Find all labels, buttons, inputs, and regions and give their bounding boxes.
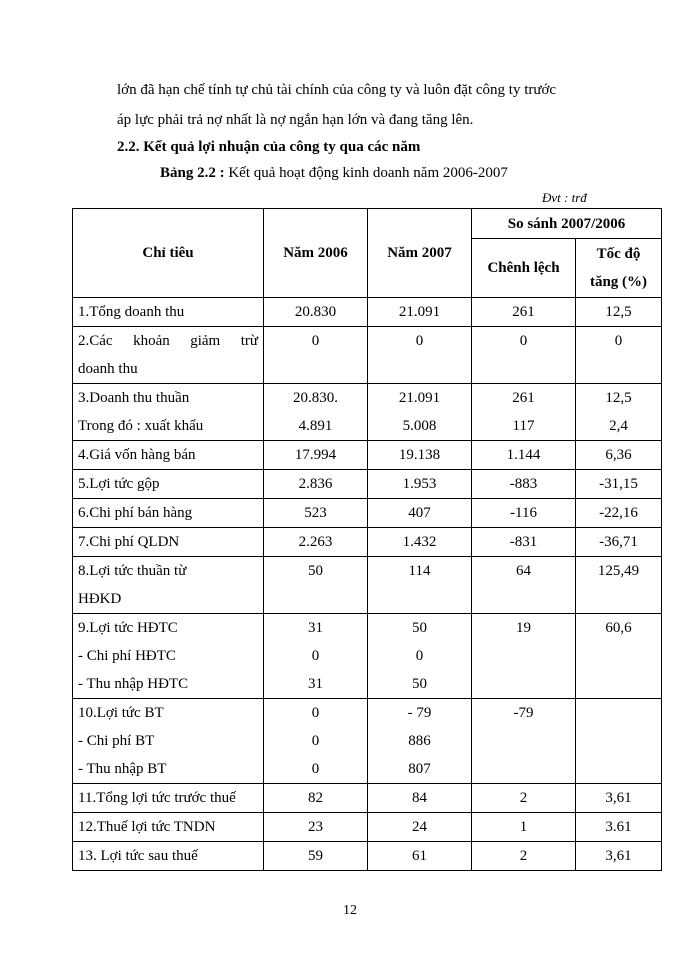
difference-cell xyxy=(472,813,576,842)
growth-line: 12,5 xyxy=(605,390,632,406)
year-2007-cell xyxy=(368,327,472,384)
year-2006-line: 23 xyxy=(308,819,323,835)
row-label-cell xyxy=(73,384,264,441)
difference-cell xyxy=(472,384,576,441)
table-caption xyxy=(160,165,508,182)
year-2006-line: 2.836 xyxy=(298,476,333,492)
year-2007-cell xyxy=(368,470,472,499)
year-2006-cell xyxy=(264,298,368,327)
row-label-line: 13. Lợi tức sau thuế xyxy=(78,848,198,864)
table-row xyxy=(73,528,662,557)
table-caption-text: Kết quả hoạt động kinh doanh năm 2006-2007 xyxy=(224,165,508,181)
growth-line: -36,71 xyxy=(599,534,638,550)
growth-cell xyxy=(576,842,662,871)
header-growth xyxy=(576,239,662,298)
year-2006-cell xyxy=(264,499,368,528)
growth-cell xyxy=(576,499,662,528)
year-2006-cell xyxy=(264,528,368,557)
difference-cell xyxy=(472,784,576,813)
year-2007-cell xyxy=(368,699,472,784)
growth-cell xyxy=(576,699,662,784)
difference-line: 1.144 xyxy=(506,447,541,463)
growth-cell xyxy=(576,813,662,842)
difference-cell xyxy=(472,842,576,871)
row-label-line: HĐKD xyxy=(78,591,122,607)
difference-line: -116 xyxy=(510,505,537,521)
row-label-line: 11.Tổng lợi tức trước thuế xyxy=(78,790,236,806)
year-2007-line: 21.091 xyxy=(398,304,441,320)
growth-line: 12,5 xyxy=(605,304,632,320)
difference-cell xyxy=(472,327,576,384)
growth-cell xyxy=(576,557,662,614)
difference-line: 0 xyxy=(519,333,528,349)
row-label-line: 4.Giá vốn hàng bán xyxy=(78,447,196,463)
section-heading: 2.2. Kết quả lợi nhuận của công ty qua các năm xyxy=(117,139,421,155)
row-label-line: 5.Lợi tức gộp xyxy=(78,476,160,492)
row-label-line: 7.Chi phí QLDN xyxy=(78,534,180,550)
year-2007-cell xyxy=(368,384,472,441)
difference-line: 2 xyxy=(519,790,528,806)
year-2006-cell xyxy=(264,557,368,614)
difference-cell xyxy=(472,699,576,784)
table-caption-label: Bảng 2.2 : xyxy=(160,165,225,181)
difference-line: 2 xyxy=(519,848,528,864)
year-2006-line: 20.830 xyxy=(294,304,337,320)
year-2007-line: 1.953 xyxy=(402,476,437,492)
paragraph-line-2: áp lực phải trả nợ nhất là nợ ngắn hạn lớn và đang tăng lên. xyxy=(117,112,474,128)
page-number: 12 xyxy=(343,903,357,918)
row-label-line: - Chi phí HĐTC xyxy=(78,648,176,664)
row-label-line: 9.Lợi tức HĐTC xyxy=(78,620,178,636)
difference-line: 261 xyxy=(512,390,535,406)
difference-line: -883 xyxy=(509,476,538,492)
year-2006-line: 523 xyxy=(304,505,327,521)
row-label-line: 10.Lợi tức BT xyxy=(78,705,164,721)
year-2006-line: 0 xyxy=(311,761,320,777)
header-growth-line-2: tăng (%) xyxy=(589,274,648,290)
growth-line: 3.61 xyxy=(605,819,632,835)
difference-cell xyxy=(472,528,576,557)
growth-line: -31,15 xyxy=(599,476,638,492)
year-2006-cell xyxy=(264,699,368,784)
year-2007-cell xyxy=(368,813,472,842)
year-2007-line: 50 xyxy=(412,676,427,692)
growth-cell xyxy=(576,327,662,384)
year-2007-cell xyxy=(368,557,472,614)
growth-cell xyxy=(576,441,662,470)
row-label-cell xyxy=(73,327,264,384)
row-label-line: doanh thu xyxy=(78,361,138,377)
header-year-2007: Năm 2007 xyxy=(368,209,472,298)
row-label-line: 3.Doanh thu thuần xyxy=(78,390,190,406)
row-label-cell xyxy=(73,842,264,871)
year-2006-cell xyxy=(264,813,368,842)
table-row xyxy=(73,327,662,384)
table-row xyxy=(73,614,662,699)
header-compare: So sánh 2007/2006 xyxy=(472,209,662,239)
row-label-line: Trong đó : xuất khẩu xyxy=(78,418,204,434)
difference-line: 19 xyxy=(516,620,531,636)
year-2007-cell xyxy=(368,528,472,557)
growth-cell xyxy=(576,384,662,441)
row-label-cell xyxy=(73,699,264,784)
difference-line: -79 xyxy=(513,705,534,721)
table-row xyxy=(73,557,662,614)
row-label-line: 6.Chi phí bán hàng xyxy=(78,505,193,521)
year-2007-line: 24 xyxy=(412,819,427,835)
row-label-cell xyxy=(73,298,264,327)
row-label-cell xyxy=(73,614,264,699)
row-label-cell xyxy=(73,441,264,470)
year-2007-line: 0 xyxy=(415,333,424,349)
year-2007-line: 61 xyxy=(412,848,427,864)
year-2006-line: 20.830. xyxy=(293,390,338,406)
year-2007-line: 0 xyxy=(415,648,424,664)
year-2006-line: 0 xyxy=(311,333,320,349)
row-label-cell xyxy=(73,470,264,499)
year-2006-cell xyxy=(264,327,368,384)
unit-note: Đvt : trđ xyxy=(542,190,587,205)
year-2006-line: 0 xyxy=(311,648,320,664)
year-2007-line: 50 xyxy=(412,620,427,636)
row-label-line: 2.Các khoản giảm trừ xyxy=(78,333,258,349)
table-row xyxy=(73,699,662,784)
year-2006-cell xyxy=(264,784,368,813)
year-2006-cell xyxy=(264,842,368,871)
paragraph-line-1: lớn đã hạn chế tính tự chủ tài chính của công ty và luôn đặt công ty trước xyxy=(117,82,557,98)
table-row xyxy=(73,470,662,499)
growth-line: 125,49 xyxy=(597,563,640,579)
growth-cell xyxy=(576,528,662,557)
year-2007-line: 807 xyxy=(408,761,431,777)
row-label-line: - Thu nhập HĐTC xyxy=(78,676,189,692)
growth-cell xyxy=(576,298,662,327)
header-difference: Chênh lệch xyxy=(472,239,576,298)
growth-line: 0 xyxy=(614,333,623,349)
growth-line: 60,6 xyxy=(605,620,632,636)
year-2006-line: 0 xyxy=(311,705,320,721)
header-growth-line-1: Tốc độ xyxy=(596,246,641,262)
growth-line: 3,61 xyxy=(605,790,632,806)
table-row xyxy=(73,784,662,813)
year-2006-line: 4.891 xyxy=(298,418,333,434)
year-2007-line: 114 xyxy=(408,563,431,579)
year-2006-cell xyxy=(264,470,368,499)
year-2007-cell xyxy=(368,298,472,327)
row-label-line: 8.Lợi tức thuần từ xyxy=(78,563,187,579)
row-label-cell xyxy=(73,813,264,842)
row-label-line: - Chi phí BT xyxy=(78,733,155,749)
difference-line: -831 xyxy=(509,534,538,550)
growth-cell xyxy=(576,614,662,699)
table-body xyxy=(73,298,662,871)
year-2006-line: 2.263 xyxy=(298,534,333,550)
difference-cell xyxy=(472,499,576,528)
row-label-line: 12.Thuế lợi tức TNDN xyxy=(78,819,216,835)
row-label-cell xyxy=(73,784,264,813)
year-2007-cell xyxy=(368,499,472,528)
year-2007-line: - 79 xyxy=(407,705,432,721)
year-2007-cell xyxy=(368,614,472,699)
year-2006-line: 82 xyxy=(308,790,323,806)
year-2007-line: 886 xyxy=(408,733,431,749)
year-2007-cell xyxy=(368,441,472,470)
year-2006-line: 31 xyxy=(308,676,323,692)
year-2006-cell xyxy=(264,441,368,470)
year-2007-line: 84 xyxy=(412,790,427,806)
table-row xyxy=(73,441,662,470)
year-2007-line: 5.008 xyxy=(402,418,437,434)
year-2006-cell xyxy=(264,614,368,699)
difference-cell xyxy=(472,470,576,499)
growth-line: 3,61 xyxy=(605,848,632,864)
table-row xyxy=(73,384,662,441)
growth-line: 6,36 xyxy=(605,447,632,463)
table-row xyxy=(73,842,662,871)
difference-line: 117 xyxy=(512,418,535,434)
year-2007-cell xyxy=(368,842,472,871)
table-row xyxy=(73,813,662,842)
growth-line: -22,16 xyxy=(599,505,638,521)
difference-cell xyxy=(472,614,576,699)
year-2006-line: 0 xyxy=(311,733,320,749)
difference-cell xyxy=(472,441,576,470)
year-2007-line: 1.432 xyxy=(402,534,437,550)
year-2007-cell xyxy=(368,784,472,813)
row-label-cell xyxy=(73,499,264,528)
year-2007-line: 19.138 xyxy=(398,447,441,463)
row-label-cell xyxy=(73,528,264,557)
year-2006-cell xyxy=(264,384,368,441)
table-row xyxy=(73,298,662,327)
difference-cell xyxy=(472,298,576,327)
header-indicator: Chỉ tiêu xyxy=(73,209,264,298)
row-label-line: - Thu nhập BT xyxy=(78,761,167,777)
year-2006-line: 59 xyxy=(308,848,323,864)
year-2007-line: 21.091 xyxy=(398,390,441,406)
difference-cell xyxy=(472,557,576,614)
year-2006-line: 50 xyxy=(308,563,323,579)
results-table xyxy=(72,208,662,871)
row-label-cell xyxy=(73,557,264,614)
header-year-2006: Năm 2006 xyxy=(264,209,368,298)
row-label-line: 1.Tổng doanh thu xyxy=(78,304,185,320)
year-2006-line: 17.994 xyxy=(294,447,337,463)
year-2006-line: 31 xyxy=(308,620,323,636)
difference-line: 261 xyxy=(512,304,535,320)
growth-cell xyxy=(576,470,662,499)
growth-line: 2,4 xyxy=(609,418,628,434)
year-2007-line: 407 xyxy=(408,505,431,521)
growth-line xyxy=(581,699,656,727)
difference-line: 1 xyxy=(519,819,528,835)
difference-line: 64 xyxy=(516,563,531,579)
table-row xyxy=(73,499,662,528)
growth-cell xyxy=(576,784,662,813)
